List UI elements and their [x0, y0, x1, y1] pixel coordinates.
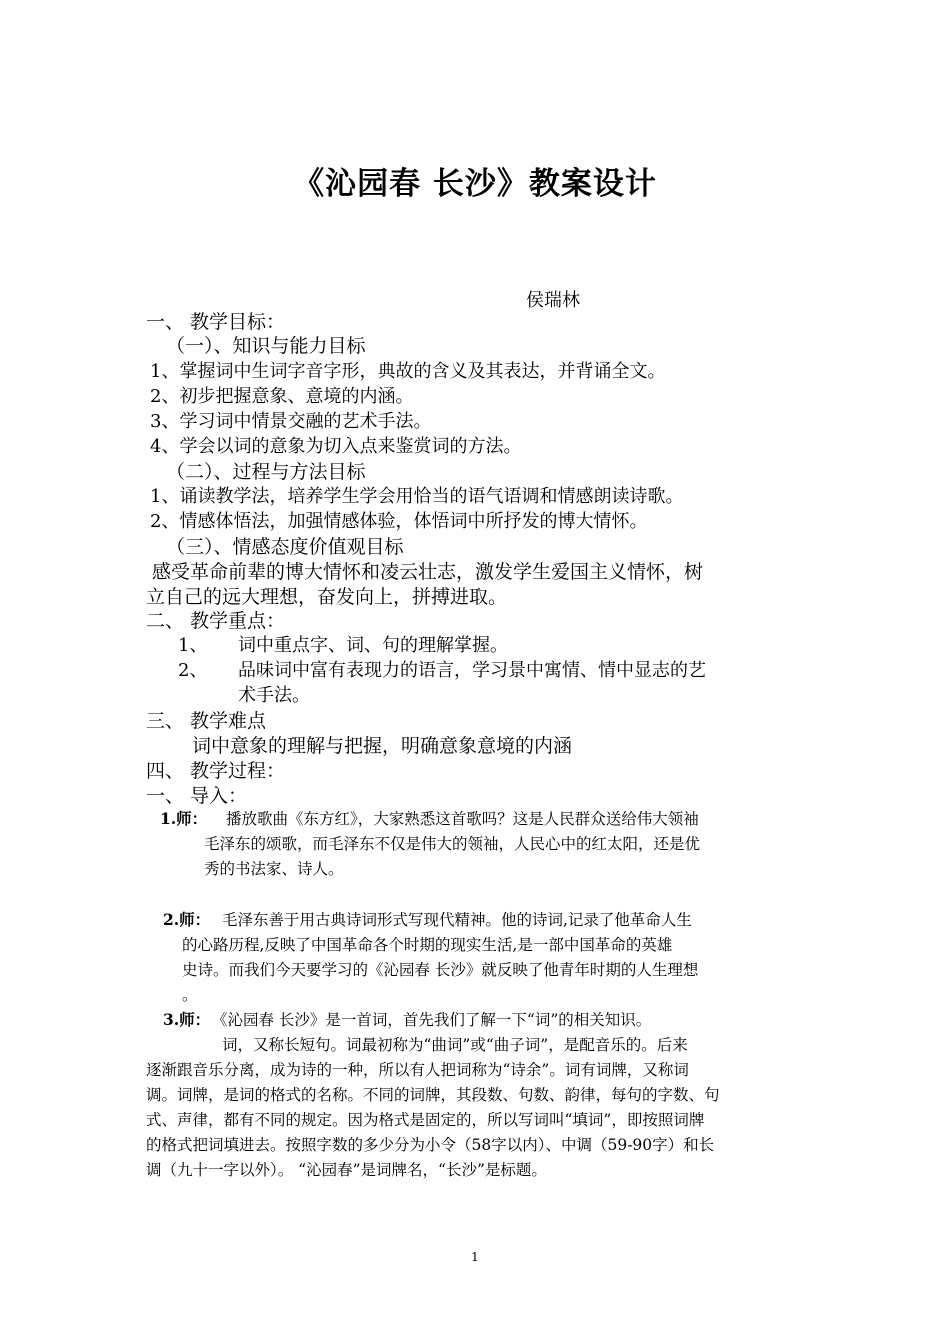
list-item: 品味词中富有表现力的语言，学习景中寓情、情中显志的艺	[238, 660, 706, 681]
document-title: 《沁园春 长沙》教案设计	[293, 166, 657, 202]
paragraph-line: 感受革命前辈的博大情怀和凌云壮志，激发学生爱国主义情怀，树	[152, 561, 704, 583]
paragraph-line: 调。词牌，是词的格式的名称。不同的词牌，其段数、句数、韵律，每句的字数、句	[146, 1086, 720, 1104]
paragraph-line: 毛泽东善于用古典诗词形式写现代精神。他的诗词,记录了他革命人生	[222, 911, 692, 929]
paragraph-line: 《沁园春 长沙》是一首词，首先我们了解一下“词”的相关知识。	[212, 1011, 652, 1029]
author-name: 侯瑞林	[526, 290, 580, 311]
list-item: 1、掌握词中生词字音字形，典故的含义及其表达，并背诵全文。	[150, 361, 666, 382]
paragraph-line: 词，又称长短句。词最初称为“曲词”或“曲子词”，是配音乐的。后来	[222, 1036, 688, 1054]
paragraph-line: 式、声律，都有不同的规定。因为格式是固定的，所以写词叫“填词”，即按照词牌	[146, 1111, 705, 1129]
paragraph-line: 的心路历程,反映了中国革命各个时期的现实生活,是一部中国革命的英雄	[182, 936, 673, 954]
teacher-label: 2.师：	[163, 910, 211, 929]
teacher-label: 3.师：	[163, 1010, 211, 1029]
list-item: 4、学会以词的意象为切入点来鉴赏词的方法。	[150, 436, 522, 457]
section-heading-key-points: 二、 教学重点：	[146, 610, 286, 632]
paragraph-line: 调（九十一字以外）。 “沁园春”是词牌名，“长沙”是标题。	[146, 1161, 547, 1179]
section-heading-objectives: 一、 教学目标：	[146, 311, 286, 333]
paragraph-line: 毛泽东的颂歌，而毛泽东不仅是伟大的领袖，人民心中的红太阳，还是优	[204, 835, 701, 853]
list-item: 2、情感体悟法，加强情感体验，体悟词中所抒发的博大情怀。	[150, 511, 648, 532]
paragraph-line: 立自己的远大理想，奋发向上，拼搏进取。	[146, 586, 508, 608]
paragraph-line: 。	[182, 986, 198, 1004]
list-number: 2、	[178, 660, 208, 681]
list-number: 1、	[178, 635, 208, 656]
list-item: 1、诵读教学法，培养学生学会用恰当的语气语调和情感朗读诗歌。	[150, 486, 684, 507]
page-number: 1	[471, 1250, 479, 1264]
subheading-intro: 一、 导入：	[146, 785, 248, 807]
section-heading-process: 四、 教学过程：	[146, 760, 286, 782]
subheading-process: （二）、过程与方法目标	[166, 461, 366, 483]
paragraph-line: 史诗。而我们今天要学习的《沁园春 长沙》就反映了他青年时期的人生理想	[182, 961, 699, 979]
paragraph-line: 秀的书法家、诗人。	[204, 860, 344, 878]
list-item: 术手法。	[238, 685, 310, 706]
list-item: 3、学习词中情景交融的艺术手法。	[150, 411, 432, 432]
section-heading-difficulties: 三、 教学难点	[146, 710, 267, 732]
subheading-attitude: （三）、情感态度价值观目标	[166, 536, 404, 558]
list-item: 词中重点字、词、句的理解掌握。	[238, 635, 508, 656]
paragraph-line: 的格式把词填进去。按照字数的多少分为小令（58字以内）、中调（59-90字）和长	[146, 1136, 715, 1154]
teacher-label: 1.师：	[160, 809, 208, 828]
subheading-knowledge: （一）、知识与能力目标	[166, 335, 366, 357]
paragraph-line: 逐渐跟音乐分离，成为诗的一种，所以有人把词称为“诗余”。词有词牌，又称词	[146, 1061, 689, 1079]
list-item: 2、初步把握意象、意境的内涵。	[150, 386, 414, 407]
paragraph-line: 词中意象的理解与把握，明确意象意境的内涵	[192, 735, 573, 757]
paragraph-line: 播放歌曲《东方红》，大家熟悉这首歌吗？这是人民群众送给伟大领袖	[226, 810, 699, 828]
